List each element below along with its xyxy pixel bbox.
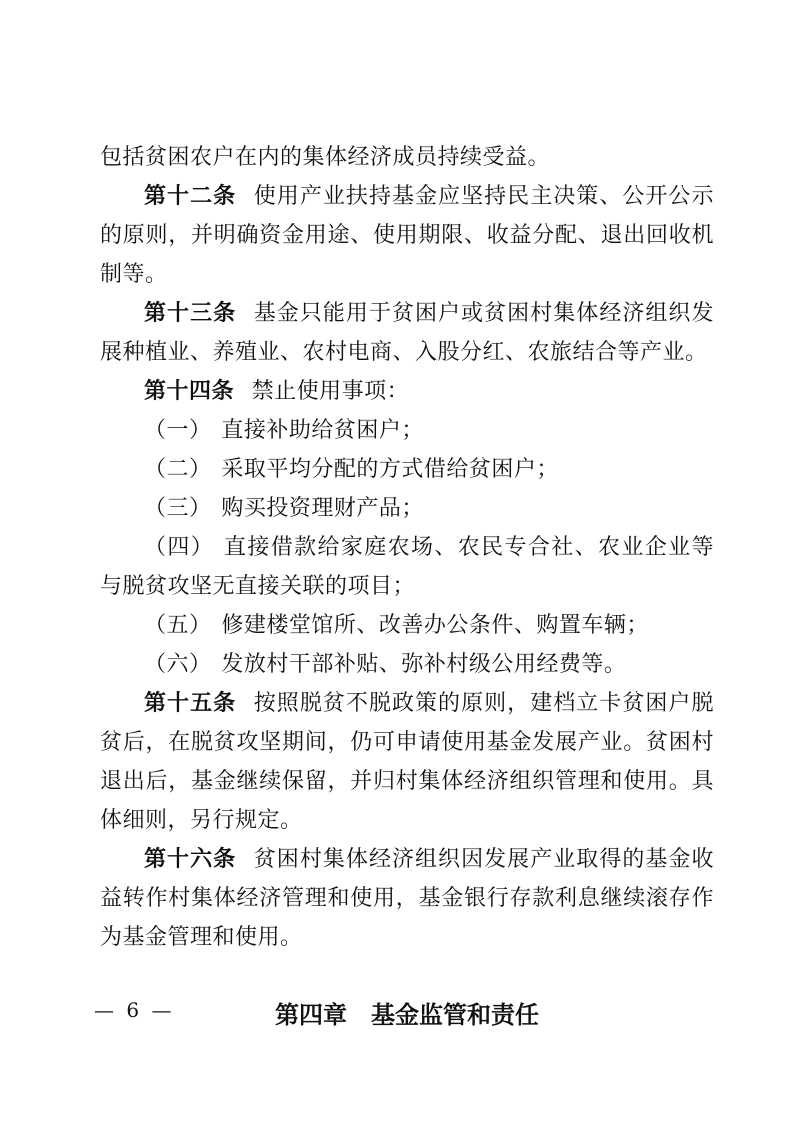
paragraph	[100, 606, 714, 645]
paragraph	[100, 177, 714, 294]
paragraph	[100, 528, 714, 606]
paragraph-text: 包括贫困农户在内的集体经济成员持续受益。	[100, 145, 551, 170]
paragraph	[100, 489, 714, 528]
paragraph-text: 贫困村集体经济组织因发展产业取得的基金收益转作村集体经济管理和使用，基金银行存款利息继续滚存作为基金管理和使用。	[100, 847, 714, 950]
paragraph	[100, 411, 714, 450]
list-marker: （一）	[144, 418, 212, 443]
list-marker: （四）	[144, 535, 215, 560]
chapter-heading	[100, 999, 714, 1031]
paragraph	[100, 372, 714, 411]
paragraph	[100, 645, 714, 684]
chapter-number: 第四章	[275, 1001, 347, 1029]
list-marker: （六）	[144, 652, 212, 677]
article-number: 第十三条	[144, 301, 237, 326]
paragraph-text: 按照脱贫不脱政策的原则，建档立卡贫困户脱贫后，在脱贫攻坚期间，仍可申请使用基金发展产业。贫困村退出后，基金继续保留，并归村集体经济组织管理和使用。具体细则，另行规定。	[100, 691, 714, 833]
article-number: 第十四条	[144, 379, 235, 404]
paragraph-text: 直接借款给家庭农场、农民专合社、农业企业等与脱贫攻坚无直接关联的项目；	[100, 535, 714, 599]
paragraph-text: 发放村干部补贴、弥补村级公用经费等。	[221, 652, 627, 677]
paragraph	[100, 684, 714, 840]
paragraph-text: 使用产业扶持基金应坚持民主决策、公开公示的原则，并明确资金用途、使用期限、收益分配、退出回收机制等。	[100, 184, 714, 287]
list-marker: （三）	[144, 496, 212, 521]
paragraph-text: 购买投资理财产品；	[221, 496, 424, 521]
paragraph	[100, 138, 714, 177]
page-number: — 6 —	[94, 998, 175, 1022]
document-body	[100, 138, 714, 1031]
paragraph-text: 基金只能用于贫困户或贫困村集体经济组织发展种植业、养殖业、农村电商、入股分红、农旅结合等产业。	[100, 301, 714, 365]
article-number: 第十二条	[144, 184, 237, 209]
chapter-title: 基金监管和责任	[371, 1001, 539, 1029]
paragraph	[100, 450, 714, 489]
paragraph	[100, 294, 714, 372]
list-marker: （二）	[144, 457, 212, 482]
article-number: 第十六条	[144, 847, 237, 872]
paragraph	[100, 840, 714, 957]
paragraph-text: 修建楼堂馆所、改善办公条件、购置车辆；	[221, 613, 649, 638]
article-number: 第十五条	[144, 691, 237, 716]
list-marker: （五）	[144, 613, 212, 638]
paragraph-text: 采取平均分配的方式借给贫困户；	[221, 457, 559, 482]
paragraph-text: 禁止使用事项：	[251, 379, 410, 404]
paragraph-text: 直接补助给贫困户；	[221, 418, 424, 443]
